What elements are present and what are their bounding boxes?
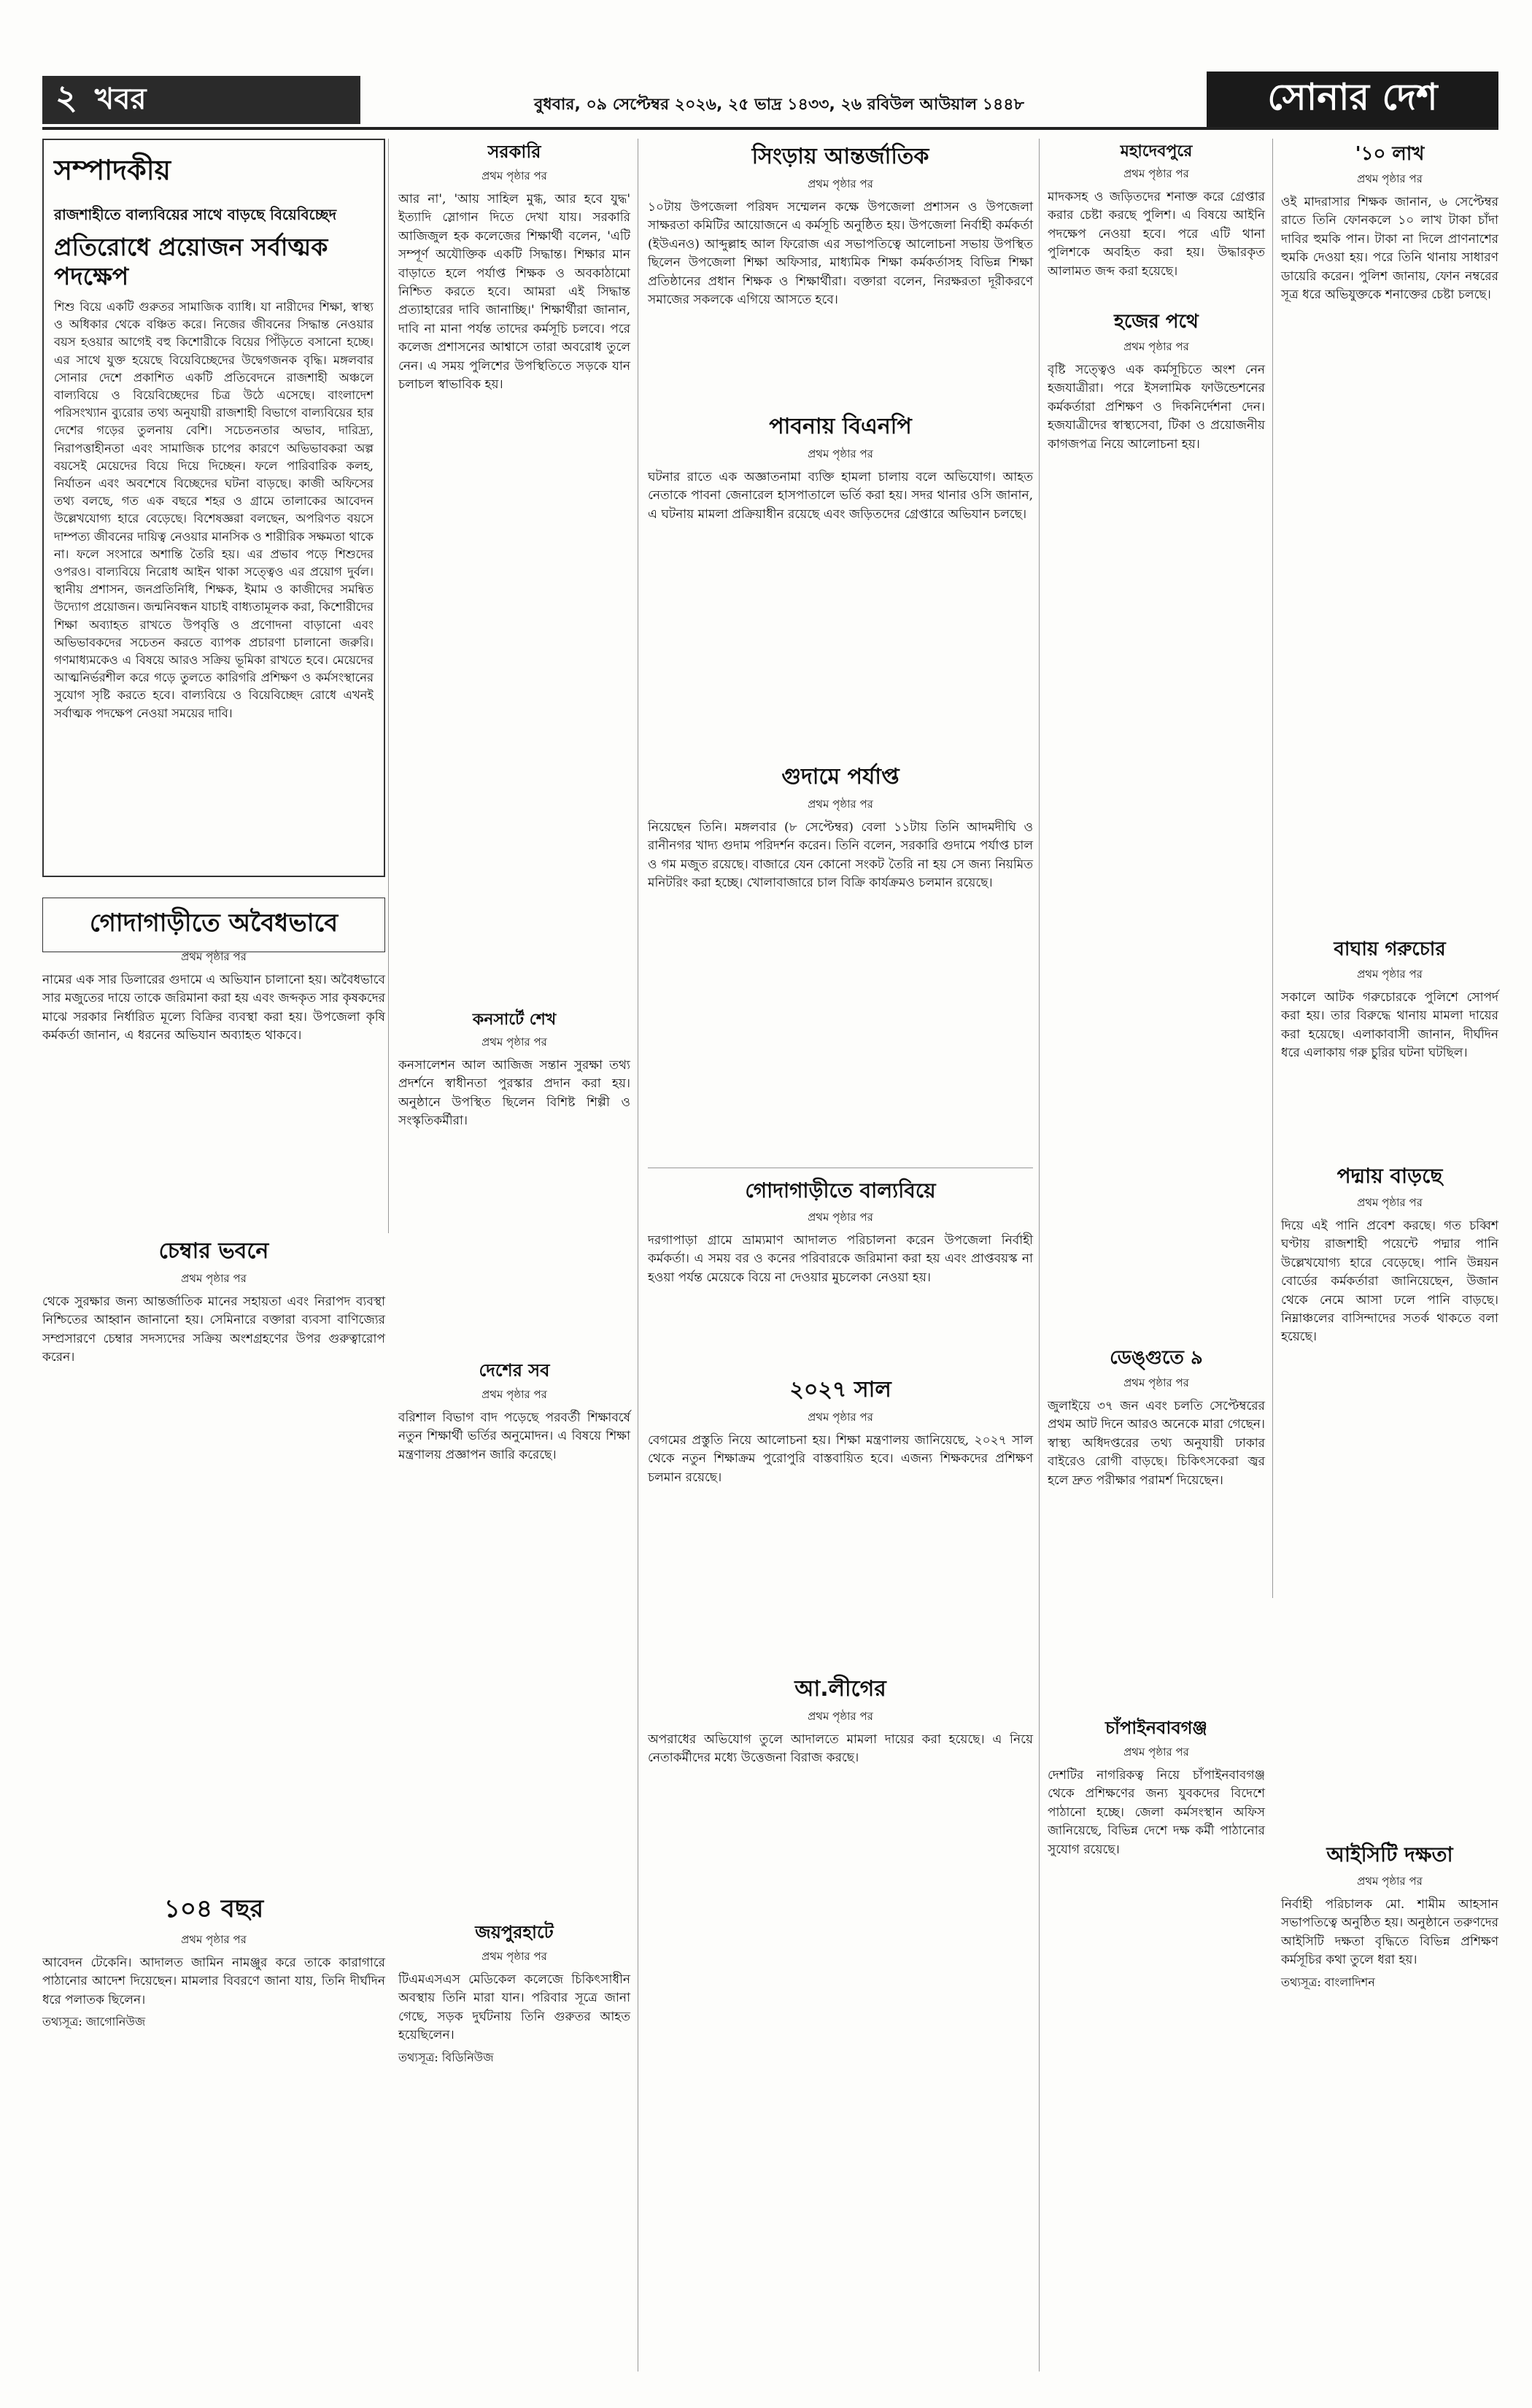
story-kicker: প্রথম পৃষ্ঠার পর	[808, 1211, 873, 1224]
editorial-body: শিশু বিয়ে একটি গুরুতর সামাজিক ব্যাধি। যা নারীদের শিক্ষা, স্বাস্থ্য ও অধিকার থেকে বঞ্চিত করে। নিজের জীবনের সিদ্ধান্ত নেওয়ার বয়স হওয়ার আগেই বহু কিশোরীকে বিয়ের পিঁড়িতে বসানো হচ্ছে। এর সাথে যুক্ত হয়েছে বিয়েবিচ্ছেদের উদ্বেগজনক বৃদ্ধি। মঙ্গলবার সোনার দেশে প্রকাশিত একটি প্রতিবেদনে রাজশাহী অঞ্চলে বাল্যবিয়ে ও বিয়েবিচ্ছেদের চিত্র উঠে এসেছে। বাংলাদেশ পরিসংখ্যান ব্যুরোর তথ্য অনুযায়ী রাজশাহী বিভাগে বাল্যবিয়ের হার দেশের গড়ের তুলনায় বেশি। সচেতনতার অভাব, দারিদ্র্য, নিরাপত্তাহীনতা এবং সামাজিক চাপের কারণে অভিভাবকরা অল্প বয়সেই মেয়েদের বিয়ে দিয়ে দিচ্ছেন। ফলে পারিবারিক কলহ, নির্যাতন এবং অবশেষে বিচ্ছেদের ঘটনা বাড়ছে। কাজী অফিসের তথ্য বলছে, গত এক বছরে শহর ও গ্রামে তালাকের আবেদন উল্লেখযোগ্য হারে বেড়েছে। বিশেষজ্ঞরা বলছেন, অপরিণত বয়সে দাম্পত্য জীবনের দায়িত্ব নেওয়ার মানসিক ও শারীরিক সক্ষমতা থাকে না। ফলে সংসারে অশান্তি তৈরি হয়। এর প্রভাব পড়ে শিশুদের ওপরও। বাল্যবিয়ে নিরোধ আইন থাকা সত্ত্বেও এর প্রয়োগ দুর্বল। স্থানীয় প্রশাসন, জনপ্রতিনিধি, শিক্ষক, ইমাম ও কাজীদের সমন্বিত উদ্যোগ প্রয়োজন। জন্মনিবন্ধন যাচাই বাধ্যতামূলক করা, কিশোরীদের শিক্ষা অব্যাহত রাখতে উপবৃত্তি ও প্রণোদনা বাড়ানো এবং অভিভাবকদের সচেতন করতে ব্যাপক প্রচারণা চালানো জরুরি। গণমাধ্যমকেও এ বিষয়ে আরও সক্রিয় ভূমিকা রাখতে হবে। মেয়েদের আত্মনির্ভরশীল করে গড়ে তুলতে কারিগরি প্রশিক্ষণ ও কর্মসংস্থানের সুযোগ সৃষ্টি করতে হবে। বাল্যবিয়ে ও বিয়েবিচ্ছেদ রোধে এখনই সর্বাত্মক পদক্ষেপ নেওয়া সময়ের দাবি।	[54, 300, 374, 720]
story-source: তথ্যসূত্র: বিডিনিউজ	[398, 2050, 494, 2064]
story-kicker: প্রথম পৃষ্ঠার পর	[481, 1035, 547, 1049]
story-headline: চেম্বার ভবনে	[158, 1238, 269, 1264]
section-name: খবর	[94, 82, 147, 116]
story-kicker: প্রথম পৃষ্ঠার পর	[1357, 1875, 1423, 1888]
story-kicker: প্রথম পৃষ্ঠার পর	[1123, 340, 1189, 353]
story-kicker: প্রথম পৃষ্ঠার পর	[1357, 1196, 1423, 1209]
masthead	[42, 72, 1498, 128]
story-body: মাদকসহ ও জড়িতদের শনাক্ত করে গ্রেপ্তার করার চেষ্টা করছে পুলিশ। এ বিষয়ে আইনি পদক্ষেপ নেওয়া হবে। পরে এটি থানা পুলিশকে অবহিত করা হয়। উদ্ধারকৃত আলামত জব্দ করা হয়েছে।	[1048, 190, 1265, 279]
column-rule	[388, 139, 389, 1233]
story-padma	[1281, 1160, 1498, 1347]
story-headline: বাঘায় গরুচোর	[1334, 938, 1446, 960]
newspaper-logo: সোনার দেশ	[1207, 72, 1498, 128]
story-body: ঘটনার রাতে এক অজ্ঞাতনামা ব্যক্তি হামলা চালায় বলে অভিযোগ। আহত নেতাকে পাবনা জেনারেল হাসপাতালে ভর্তি করা হয়। সদর থানার ওসি জানান, এ ঘটনায় মামলা প্রক্রিয়াধীন রয়েছে এবং জড়িতদের গ্রেপ্তারে অভিযান চলছে।	[648, 470, 1033, 522]
story-chamber	[42, 1233, 385, 1367]
story-headline: ২০২৭ সাল	[789, 1377, 891, 1402]
story-body: নিয়েছেন তিনি। মঙ্গলবার (৮ সেপ্টেম্বর) বেলা ১১টায় তিনি আদমদীঘি ও রানীনগর খাদ্য গুদাম পরিদর্শন করেন। তিনি বলেন, সরকারি গুদামে পর্যাপ্ত চাল ও গম মজুত রয়েছে। বাজারে যেন কোনো সংকট তৈরি না হয় সে জন্য নিয়মিত মনিটরিং করা হচ্ছে। খোলাবাজারে চাল বিক্রি কার্যক্রমও চলমান রয়েছে।	[648, 820, 1033, 891]
story-headline: সিংড়ায় আন্তর্জাতিক	[751, 144, 929, 169]
masthead-rule	[42, 127, 1498, 130]
page-number: ২	[55, 77, 77, 117]
story-kicker: প্রথম পৃষ্ঠার পর	[181, 1272, 247, 1285]
story-source: তথ্যসূত্র: জাগোনিউজ	[42, 2015, 146, 2029]
story-kicker: প্রথম পৃষ্ঠার পর	[808, 1710, 873, 1723]
story-kicker: প্রথম পৃষ্ঠার পর	[181, 1933, 247, 1946]
story-concert	[398, 1007, 630, 1131]
editorial-subtitle: রাজশাহীতে বাল্যবিয়ের সাথে বাড়ছে বিয়েবিচ্ছেদ	[54, 206, 337, 223]
story-body: দেশটির নাগরিকত্ব নিয়ে চাঁপাইনবাবগঞ্জ থেকে প্রশিক্ষণের জন্য যুবকদের বিদেশে পাঠানো হচ্ছে। জেলা কর্মসংস্থান অফিস জানিয়েছে, বিভিন্ন দেশে দক্ষ কর্মী পাঠানোর সুযোগ রয়েছে।	[1048, 1768, 1265, 1857]
story-10-lakh	[1281, 139, 1498, 304]
story-body: বেগমের প্রস্তুতি নিয়ে আলোচনা হয়। শিক্ষা মন্ত্রণালয় জানিয়েছে, ২০২৭ সাল থেকে নতুন শিক্ষাক্রম পুরোপুরি বাস্তবায়িত হবে। এজন্য শিক্ষকদের প্রশিক্ষণ চলমান রয়েছে।	[648, 1433, 1033, 1485]
story-godagari-illegal	[42, 949, 385, 1046]
story-headline: আ.লীগের	[794, 1676, 886, 1702]
story-body: অপরাধের অভিযোগ তুলে আদালতে মামলা দায়ের করা হয়েছে। এ নিয়ে নেতাকর্মীদের মধ্যে উত্তেজনা বিরাজ করছে।	[648, 1732, 1033, 1766]
story-body: ওই মাদরাসার শিক্ষক জানান, ৬ সেপ্টেম্বর রাতে তিনি ফোনকলে ১০ লাখ টাকা চাঁদা দাবির হুমকি পান। টাকা না দিলে প্রাণনাশের হুমকি দেওয়া হয়। পরে তিনি থানায় সাধারণ ডায়েরি করেন। পুলিশ জানায়, ফোন নম্বরের সূত্র ধরে অভিযুক্তকে শনাক্তের চেষ্টা চলছে।	[1281, 195, 1498, 303]
story-kicker: প্রথম পৃষ্ঠার পর	[1123, 1376, 1189, 1389]
story-body: নির্বাহী পরিচালক মো. শামীম আহসান সভাপতিত্বে অনুষ্ঠিত হয়। অনুষ্ঠানে তরুণদের আইসিটি দক্ষতা বৃদ্ধিতে বিভিন্ন প্রশিক্ষণ কর্মসূচির কথা তুলে ধরা হয়।	[1281, 1897, 1498, 1968]
story-headline: ডেঙ্গুতে ৯	[1110, 1347, 1203, 1369]
story-body: টিএমএসএস মেডিকেল কলেজে চিকিৎসাধীন অবস্থায় তিনি মারা যান। পরিবার সূত্রে জানা গেছে, সড়ক দুর্ঘটনায় তিনি গুরুতর আহত হয়েছিলেন।	[398, 1972, 630, 2043]
story-body: বৃষ্টি সত্ত্বেও এক কর্মসূচিতে অংশ নেন হজযাত্রীরা। পরে ইসলামিক ফাউন্ডেশনের কর্মকর্তারা প্রশিক্ষণ ও দিকনির্দেশনা দেন। হজযাত্রীদের স্বাস্থ্যসেবা, টিকা ও প্রয়োজনীয় কাগজপত্র নিয়ে আলোচনা হয়।	[1048, 363, 1265, 452]
story-warehouse	[648, 759, 1033, 893]
story-kicker: প্রথম পৃষ্ঠার পর	[808, 1411, 873, 1424]
story-body: আবেদন টেকেনি। আদালত জামিন নামঞ্জুর করে তাকে কারাগারে পাঠানোর আদেশ দিয়েছেন। মামলার বিবরণে জানা যায়, তিনি দীর্ঘদিন ধরে পলাতক ছিলেন।	[42, 1956, 385, 2007]
story-kicker: প্রথম পৃষ্ঠার পর	[808, 798, 873, 811]
story-kicker: প্রথম পৃষ্ঠার পর	[481, 1950, 547, 1963]
story-kicker: প্রথম পৃষ্ঠার পর	[481, 1388, 547, 1401]
boxed-headline: গোদাগাড়ীতে অবৈধভাবে	[42, 898, 385, 952]
date-line: বুধবার, ০৯ সেপ্টেম্বর ২০২৬, ২৫ ভাদ্র ১৪৩৩, ২৬ রবিউল আউয়াল ১৪৪৮	[534, 96, 1024, 114]
story-pabna-bnp	[648, 409, 1033, 524]
story-desher-sob	[398, 1357, 630, 1465]
page-section-band	[42, 76, 360, 124]
story-headline: কনসার্টে শেখ	[472, 1011, 557, 1029]
story-headline: হজের পথে	[1114, 311, 1199, 333]
story-kicker: প্রথম পৃষ্ঠার পর	[1123, 1745, 1189, 1759]
story-headline: আইসিটি দক্ষতা	[1326, 1842, 1453, 1867]
story-kicker: প্রথম পৃষ্ঠার পর	[1357, 968, 1423, 981]
story-kicker: প্রথম পৃষ্ঠার পর	[481, 169, 547, 182]
story-body: দিয়ে এই পানি প্রবেশ করছে। গত চব্বিশ ঘণ্টায় রাজশাহী পয়েন্টে পদ্মার পানি উল্লেখযোগ্য হারে বেড়েছে। পানি উন্নয়ন বোর্ডের কর্মকর্তারা জানিয়েছেন, উজান থেকে নেমে আসা ঢলে পানি বাড়ছে। নিম্নাঞ্চলের বাসিন্দাদের সতর্ক থাকতে বলা হয়েছে।	[1281, 1219, 1498, 1345]
story-2027	[648, 1372, 1033, 1487]
story-104-years	[42, 1890, 385, 2032]
story-kicker: প্রথম পৃষ্ঠার পর	[181, 950, 247, 963]
story-ict	[1281, 1839, 1498, 1993]
story-headline: পাবনায় বিএনপি	[769, 414, 912, 439]
story-joypurhat	[398, 1919, 630, 2068]
story-mahadebpur	[1048, 139, 1265, 281]
story-headline: '১০ লাখ	[1355, 143, 1425, 165]
story-body: কনসালেশন আল আজিজ সন্তান সুরক্ষা তথ্য প্রদর্শনে স্বাধীনতা পুরস্কার প্রদান করা হয়। অনুষ্ঠানে উপস্থিত ছিলেন বিশিষ্ট শিল্পী ও সংস্কৃতিকর্মীরা।	[398, 1058, 630, 1129]
editorial-label: সম্পাদকীয়	[54, 154, 171, 186]
column-rule	[1272, 139, 1273, 1598]
editorial-headline: প্রতিরোধে প্রয়োজন সর্বাত্মক পদক্ষেপ	[54, 233, 328, 290]
story-headline: গুদামে পর্যাপ্ত	[781, 764, 900, 790]
editorial-box	[42, 139, 385, 877]
story-headline: মহাদেবপুরে	[1120, 142, 1193, 161]
story-singra	[648, 139, 1033, 309]
column-rule	[1039, 139, 1040, 2372]
story-kicker: প্রথম পৃষ্ঠার পর	[808, 177, 873, 190]
story-body: দরগাপাড়া গ্রামে ভ্রাম্যমাণ আদালত পরিচালনা করেন উপজেলা নির্বাহী কর্মকর্তা। এ সময় বর ও কনের পরিবারকে জরিমানা করা হয় এবং প্রাপ্তবয়স্ক না হওয়া পর্যন্ত মেয়েকে বিয়ে না দেওয়ার মুচলেকা নেওয়া হয়।	[648, 1233, 1033, 1285]
story-kicker: প্রথম পৃষ্ঠার পর	[808, 447, 873, 460]
story-headline: গোদাগাড়ীতে বাল্যবিয়ে	[745, 1178, 936, 1203]
story-headline: জয়পুরহাটে	[475, 1922, 554, 1942]
story-headline: চাঁপাইনবাবগঞ্জ	[1105, 1718, 1207, 1738]
story-godagari-childmarriage	[648, 1175, 1033, 1287]
story-body: থেকে সুরক্ষার জন্য আন্তর্জাতিক মানের সহায়তা এবং নিরাপদ ব্যবস্থা নিশ্চিতের আহ্বান জানানো হয়। সেমিনারে বক্তারা ব্যবসা বাণিজ্যের সম্প্রসারণে চেম্বার সদস্যদের সক্রিয় অংশগ্রহণের উপর গুরুত্বারোপ করেন।	[42, 1294, 385, 1365]
story-headline: ১০৪ বছর	[163, 1894, 264, 1923]
story-dengue	[1048, 1343, 1265, 1490]
story-body: ১০টায় উপজেলা পরিষদ সম্মেলন কক্ষে উপজেলা প্রশাসন ও উপজেলা সাক্ষরতা কমিটির আয়োজনে এ কর্মসূচি অনুষ্ঠিত হয়। উপজেলা নির্বাহী কর্মকর্তা (ইউএনও) আব্দুল্লাহ আল ফিরোজ এর সভাপতিত্বে আলোচনা সভায় উপস্থিত ছিলেন উপজেলা শিক্ষা অফিসার, মাধ্যমিক শিক্ষা কর্মকর্তাসহ বিভিন্ন শিক্ষা প্রতিষ্ঠানের প্রধান শিক্ষক ও শিক্ষার্থীরা। বক্তারা বলেন, নিরক্ষরতা দূরীকরণে সমাজের সকলকে এগিয়ে আসতে হবে।	[648, 200, 1033, 308]
story-source: তথ্যসূত্র: বাংলাদিশন	[1281, 1975, 1375, 1989]
story-headline: পদ্মায় বাড়ছে	[1336, 1164, 1443, 1188]
story-kicker: প্রথম পৃষ্ঠার পর	[1357, 172, 1423, 185]
story-awami-league	[648, 1671, 1033, 1768]
story-hajj	[1048, 306, 1265, 454]
story-body: নামের এক সার ডিলারের গুদামে এ অভিযান চালানো হয়। অবৈধভাবে সার মজুতের দায়ে তাকে জরিমানা করা হয় এবং জব্দকৃত সার কৃষকদের মাঝে সরকার নির্ধারিত মূল্যে বিক্রির ব্যবস্থা করা হয়। উপজেলা কৃষি কর্মকর্তা জানান, এ ধরনের অভিযান অব্যাহত থাকবে।	[42, 973, 385, 1043]
story-kicker: প্রথম পৃষ্ঠার পর	[1123, 167, 1189, 180]
story-body: জুলাইয়ে ৩৭ জন এবং চলতি সেপ্টেম্বরের প্রথম আট দিনে আরও অনেকে মারা গেছেন। স্বাস্থ্য অধিদপ্তরের তথ্য অনুযায়ী ঢাকার বাইরেও রোগী বাড়ছে। চিকিৎসকেরা জ্বর হলে দ্রুত পরীক্ষার পরামর্শ দিয়েছেন।	[1048, 1399, 1265, 1488]
story-sarkari	[398, 139, 630, 394]
story-headline: দেশের সব	[479, 1360, 550, 1381]
story-chapainawabganj	[1048, 1715, 1265, 1859]
story-headline: সরকারি	[487, 142, 541, 162]
story-body: আর না', 'আয় সাহিল মুগ্ধ, আর হবে যুদ্ধ' ইত্যাদি স্লোগান দিতে দেখা যায়। সরকারি আজিজুল হক কলেজের শিক্ষার্থী বলেন, 'এটি সম্পূর্ণ অযৌক্তিক একটি সিদ্ধান্ত। শিক্ষার মান বাড়াতে হলে পর্যাপ্ত শিক্ষক ও অবকাঠামো নিশ্চিত করতে হবে। আমরা এই সিদ্ধান্ত প্রত্যাহারের দাবি জানাচ্ছি।' শিক্ষার্থীরা জানান, দাবি না মানা পর্যন্ত তাদের কর্মসূচি চলবে। পরে কলেজ প্রশাসনের আশ্বাসে তারা অবরোধ তুলে নেন। এ সময় পুলিশের উপস্থিতিতে সড়কে যান চলাচল স্বাভাবিক হয়।	[398, 192, 630, 393]
story-bagha	[1281, 934, 1498, 1063]
story-body: বরিশাল বিভাগ বাদ পড়েছে পরবর্তী শিক্ষাবর্ষে নতুন শিক্ষার্থী ভর্তির অনুমোদন। এ বিষয়ে শিক্ষা মন্ত্রণালয় প্রজ্ঞাপন জারি করেছে।	[398, 1411, 630, 1462]
story-body: সকালে আটক গরুচোরকে পুলিশে সোপর্দ করা হয়। তার বিরুদ্ধে থানায় মামলা দায়ের করা হয়েছে। এলাকাবাসী জানান, দীর্ঘদিন ধরে এলাকায় গরু চুরির ঘটনা ঘটছিল।	[1281, 990, 1498, 1061]
